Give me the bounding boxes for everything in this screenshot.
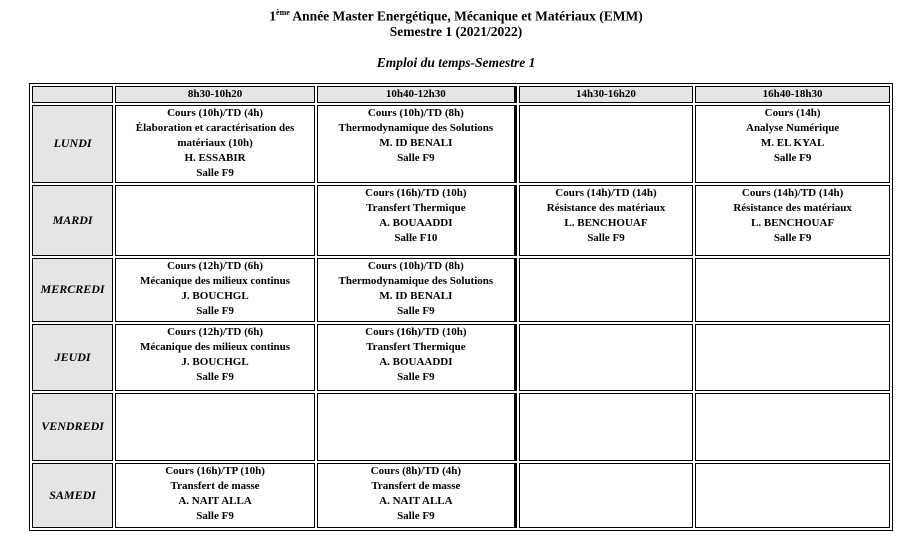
day-label: MERCREDI: [32, 258, 113, 321]
empty-cell: [695, 463, 890, 529]
course-type: Cours (16h)/TD (10h): [365, 186, 467, 199]
slot-header: 8h30-10h20: [115, 86, 315, 103]
day-label: MARDI: [32, 185, 113, 256]
empty-cell: [519, 393, 693, 460]
course-teacher: A. NAIT ALLA: [379, 494, 453, 507]
course-subject: Transfert Thermique: [366, 340, 466, 353]
course-type: Cours (12h)/TD (6h): [167, 260, 264, 273]
slot-header: 10h40-12h30: [317, 86, 517, 103]
course-cell: [115, 258, 315, 321]
day-row: [32, 185, 890, 256]
timetable-body: [32, 86, 890, 528]
course-type: Cours (8h)/TD (4h): [370, 464, 462, 477]
course-cell: [519, 185, 693, 256]
course-type: Cours (10h)/TD (8h): [367, 260, 464, 273]
course-cell: [695, 105, 890, 183]
course-subject: Analyse Numérique: [746, 122, 840, 135]
course-cell: [695, 185, 890, 256]
empty-cell: [519, 463, 693, 529]
course-type: Cours (10h)/TD (8h): [367, 107, 464, 120]
course-teacher: J. BOUCHGL: [181, 355, 249, 368]
empty-cell: [519, 105, 693, 183]
course-subject: Transfert de masse: [371, 479, 461, 492]
course-subject: Transfert de masse: [170, 479, 260, 492]
timetable-subtitle: Emploi du temps-Semestre 1: [376, 55, 536, 70]
course-teacher: L. BENCHOUAF: [564, 216, 648, 229]
course-type: Cours (10h)/TD (4h): [167, 107, 264, 120]
course-cell: [317, 258, 517, 321]
course-room: Salle F9: [587, 231, 625, 244]
course-subject: Résistance des matériaux: [733, 201, 852, 214]
course-subject: Mécanique des milieux continus: [140, 340, 291, 353]
course-room: Salle F9: [196, 167, 234, 180]
course-teacher: A. BOUAADDI: [379, 216, 453, 229]
course-room: Salle F9: [196, 370, 234, 383]
empty-cell: [519, 258, 693, 321]
course-cell: [317, 324, 517, 391]
day-row: [32, 258, 890, 321]
timetable-header-row: [32, 86, 890, 103]
course-room: Salle F9: [196, 509, 234, 522]
empty-cell: [695, 324, 890, 391]
course-cell: [317, 463, 517, 529]
title-year-suffix: ème: [276, 8, 290, 17]
course-subject: Thermodynamique des Solutions: [338, 275, 494, 288]
course-cell: [115, 324, 315, 391]
empty-cell: [695, 258, 890, 321]
course-room: Salle F9: [196, 305, 234, 318]
day-row: [32, 324, 890, 391]
empty-cell: [695, 393, 890, 460]
course-room: Salle F10: [394, 231, 438, 244]
title-year-number: 1: [269, 8, 277, 24]
course-type: Cours (14h)/TD (14h): [741, 186, 844, 199]
slot-header: 14h30-16h20: [519, 86, 693, 103]
title-program: Année Master Energétique, Mécanique et Matériaux (EMM): [289, 8, 643, 24]
timetable: [29, 83, 893, 531]
day-label: JEUDI: [32, 324, 113, 391]
empty-cell: [519, 324, 693, 391]
course-subject: Thermodynamique des Solutions: [338, 122, 494, 135]
course-room: Salle F9: [773, 152, 812, 165]
empty-cell: [317, 393, 517, 460]
course-cell: [115, 463, 315, 529]
course-subject: Mécanique des milieux continus: [140, 275, 291, 288]
course-room: Salle F9: [397, 305, 435, 318]
semester-line: Semestre 1 (2021/2022): [389, 24, 523, 39]
course-type: Cours (12h)/TD (6h): [167, 325, 264, 338]
course-type: Cours (14h)/TD (14h): [555, 186, 657, 199]
day-label: LUNDI: [32, 105, 113, 183]
day-label: VENDREDI: [32, 393, 113, 460]
course-teacher: M. ID BENALI: [379, 290, 453, 303]
course-teacher: A. NAIT ALLA: [178, 494, 252, 507]
course-subject: Élaboration et caractérisation des matériaux (10h): [135, 122, 295, 150]
course-type: Cours (14h): [764, 107, 821, 120]
empty-cell: [115, 185, 315, 256]
document-title: [0, 8, 912, 25]
course-room: Salle F9: [397, 509, 435, 522]
empty-cell: [115, 393, 315, 460]
course-teacher: M. EL KYAL: [760, 137, 825, 150]
day-row: [32, 393, 890, 460]
course-cell: [317, 185, 517, 256]
course-room: Salle F9: [397, 152, 435, 165]
course-cell: [317, 105, 517, 183]
day-row: [32, 463, 890, 529]
day-row: [32, 105, 890, 183]
day-label: SAMEDI: [32, 463, 113, 529]
course-room: Salle F9: [397, 370, 435, 383]
course-teacher: A. BOUAADDI: [379, 355, 453, 368]
slot-header: 16h40-18h30: [695, 86, 890, 103]
course-teacher: L. BENCHOUAF: [751, 216, 835, 229]
course-room: Salle F9: [773, 231, 812, 244]
course-teacher: H. ESSABIR: [184, 152, 246, 165]
course-teacher: M. ID BENALI: [379, 137, 453, 150]
course-type: Cours (16h)/TD (10h): [365, 325, 467, 338]
course-cell: [115, 105, 315, 183]
course-teacher: J. BOUCHGL: [181, 290, 249, 303]
header-corner-cell: [32, 86, 113, 103]
course-subject: Transfert Thermique: [366, 201, 466, 214]
course-type: Cours (16h)/TP (10h): [165, 464, 265, 477]
course-subject: Résistance des matériaux: [546, 201, 666, 214]
